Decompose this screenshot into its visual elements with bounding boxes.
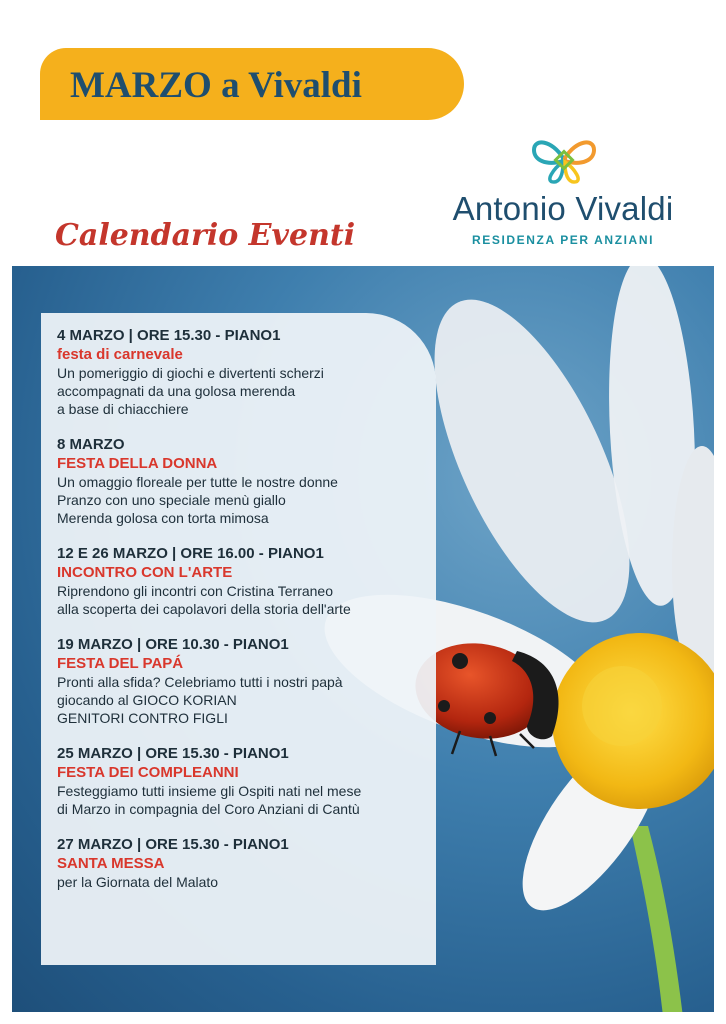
event-description-line: Un pomeriggio di giochi e divertenti scherzi	[57, 365, 324, 381]
logo-subtitle: RESIDENZA PER ANZIANI	[471, 233, 655, 247]
event-description-line: Merenda golosa con torta mimosa	[57, 510, 269, 526]
event-title: INCONTRO CON L'ARTE	[57, 564, 233, 581]
event-description-line: Festeggiamo tutti insieme gli Ospiti nati nel mese	[57, 783, 362, 799]
section-title: Calendario Eventi	[55, 218, 356, 253]
event-description-line: a base di chiacchiere	[57, 401, 189, 417]
event-item	[57, 435, 437, 527]
butterfly-logo-icon	[530, 134, 598, 186]
event-title: festa di carnevale	[57, 346, 183, 363]
page-title: MARZO a Vivaldi	[70, 65, 362, 106]
event-description-line: accompagnati da una golosa merenda	[57, 383, 296, 399]
event-title: FESTA DEL PAPÁ	[57, 655, 184, 672]
event-description-line: giocando al GIOCO KORIAN	[57, 692, 237, 708]
event-description-line: alla scoperta dei capolavori della storia dell'arte	[57, 601, 351, 617]
event-date: 4 MARZO | ORE 15.30 - PIANO1	[57, 327, 281, 344]
event-date: 25 MARZO | ORE 15.30 - PIANO1	[57, 745, 289, 762]
event-date: 8 MARZO	[57, 436, 125, 453]
event-title: FESTA DELLA DONNA	[57, 455, 218, 472]
event-date: 27 MARZO | ORE 15.30 - PIANO1	[57, 836, 289, 853]
event-description-line: per la Giornata del Malato	[57, 874, 219, 890]
event-description-line: Pranzo con uno speciale menù giallo	[57, 492, 286, 508]
event-item	[57, 744, 437, 818]
event-title: SANTA MESSA	[57, 855, 165, 872]
logo	[438, 132, 688, 252]
event-date: 19 MARZO | ORE 10.30 - PIANO1	[57, 636, 289, 653]
event-item	[57, 544, 437, 618]
event-description-line: GENITORI CONTRO FIGLI	[57, 710, 228, 726]
event-title: FESTA DEI COMPLEANNI	[57, 764, 239, 781]
events-list	[57, 326, 437, 908]
event-description-line: di Marzo in compagnia del Coro Anziani di Cantù	[57, 801, 360, 817]
event-item	[57, 326, 437, 418]
event-description-line: Un omaggio floreale per tutte le nostre donne	[57, 474, 338, 490]
event-item	[57, 835, 437, 891]
event-description-line: Pronti alla sfida? Celebriamo tutti i nostri papà	[57, 674, 343, 690]
event-description-line: Riprendono gli incontri con Cristina Terraneo	[57, 583, 334, 599]
event-item	[57, 635, 437, 727]
logo-name: Antonio Vivaldi	[452, 190, 674, 227]
event-date: 12 E 26 MARZO | ORE 16.00 - PIANO1	[57, 545, 324, 562]
